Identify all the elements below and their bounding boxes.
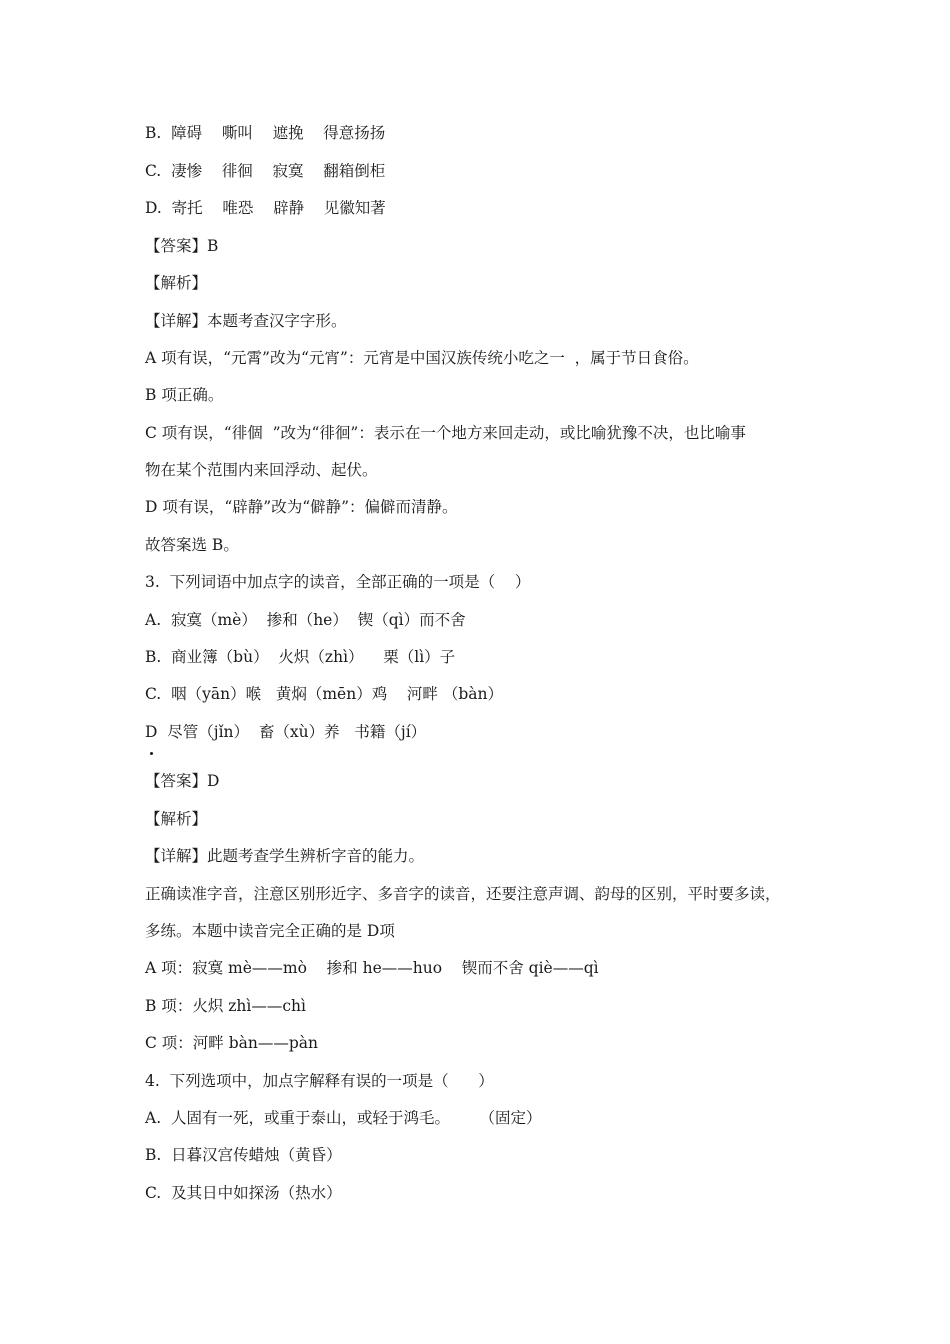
detail-label: 【详解】本题考查汉字字形。 [145, 312, 347, 330]
q4-option-a: A. 人固有一死，或重于泰山，或轻于鸿毛。 （固定） [145, 1109, 542, 1127]
answer-label: 【答案】B [145, 237, 219, 255]
explanation-c-cont: 物在某个范围内来回浮动、起伏。 [145, 461, 378, 479]
option-d-words: D. 寄托 唯恐 辟静 见徽知著 [145, 199, 386, 217]
emphasis-dot [150, 752, 153, 755]
q3-explanation-cont: 多练。本题中读音完全正确的是 D项 [145, 922, 395, 940]
q4-option-b: B. 日暮汉宫传蜡烛（黄昏） [145, 1146, 342, 1164]
explanation-c: C 项有误，“徘個 ”改为“徘徊”：表示在一个地方来回走动，或比喻犹豫不决，也比喻事 [145, 424, 746, 442]
explanation-b: B 项正确。 [145, 386, 224, 404]
q3-option-d: D 尽管（jǐn） 畜（xù）养 书籍（jí） [145, 723, 427, 741]
q3-detail-label: 【详解】此题考查学生辨析字音的能力。 [145, 847, 425, 865]
option-c-words: C. 凄惨 徘徊 寂寞 翻箱倒柜 [145, 162, 386, 180]
q3-item-b: B 项：火炽 zhì——chì [145, 997, 306, 1015]
q3-explanation: 正确读准字音，注意区别形近字、多音字的读音，还要注意声调、韵母的区别，平时要多读， [145, 885, 781, 903]
q3-option-a: A. 寂寞（mè） 掺和（he） 锲（qì）而不舍 [145, 611, 466, 629]
question-3: 3. 下列词语中加点字的读音，全部正确的一项是（ ） [145, 573, 531, 591]
explanation-d: D 项有误，“辟静”改为“僻静”：偏僻而清静。 [145, 498, 458, 516]
q3-item-a: A 项：寂寞 mè——mò 掺和 he——huo 锲而不舍 qiè——qì [145, 959, 599, 977]
q3-item-c: C 项：河畔 bàn——pàn [145, 1034, 319, 1052]
analysis-label: 【解析】 [145, 274, 208, 292]
q3-option-b: B. 商业簿（bù） 火炽（zhì） 栗（lì）子 [145, 648, 456, 666]
q3-option-c: C. 咽（yān）喉 黄焖（mēn）鸡 河畔 （bàn） [145, 685, 503, 703]
explanation-a: A 项有误，“元霄”改为“元宵”：元宵是中国汉族传统小吃之一 ，属于节日食俗。 [145, 349, 699, 367]
conclusion: 故答案选 B。 [145, 536, 239, 554]
q3-answer-label: 【答案】D [145, 772, 220, 790]
q3-analysis-label: 【解析】 [145, 810, 208, 828]
question-4: 4. 下列选项中，加点字解释有误的一项是（ ） [145, 1072, 494, 1090]
q4-option-c: C. 及其日中如探汤（热水） [145, 1184, 342, 1202]
option-b-words: B. 障碍 嘶叫 遮挽 得意扬扬 [145, 124, 386, 142]
